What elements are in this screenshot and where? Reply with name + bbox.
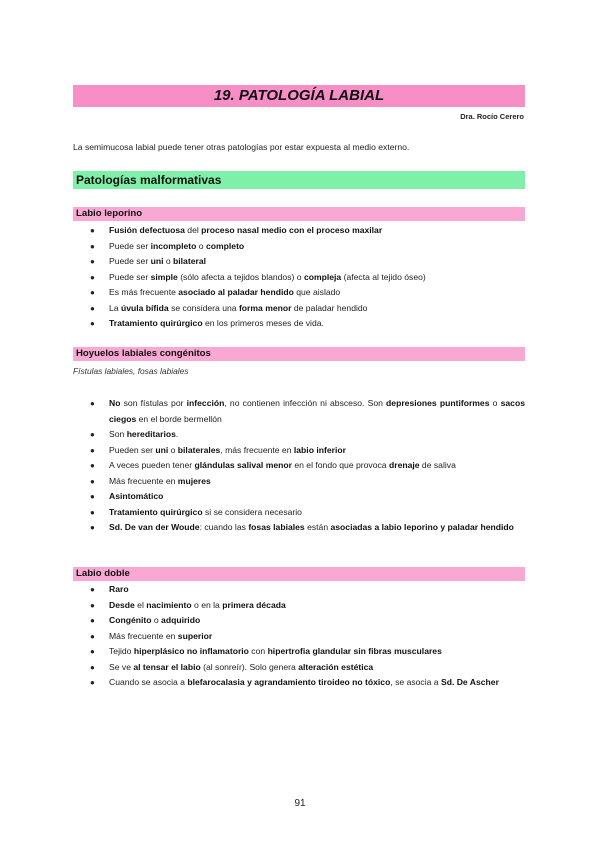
bold-text: compleja: [303, 271, 342, 282]
text-run: Pueden ser: [109, 444, 156, 455]
bold-text: al tensar el labio: [133, 661, 201, 672]
subsection-bar-hoyuelos: [73, 347, 525, 361]
text-run: Más frecuente en: [109, 475, 178, 486]
text-run: en los primeros meses de vida.: [202, 318, 324, 328]
text-run: A veces pueden tener: [109, 460, 195, 470]
list-item: [73, 239, 525, 255]
text-run: si se considera necesario: [202, 506, 302, 517]
section-heading-bar: [73, 171, 525, 189]
list-item: [73, 505, 525, 521]
bold-text: labio inferior: [293, 444, 346, 455]
text-run: .: [175, 429, 179, 439]
text-run: o: [489, 398, 501, 408]
bold-text: asociado al paladar hendido: [178, 287, 294, 297]
text-run: están: [304, 522, 331, 532]
bold-text: fosas labiales: [248, 522, 305, 532]
bold-text: infección: [186, 398, 225, 408]
text-run: en el fondo que provoca: [291, 460, 389, 470]
bullet-icon: ●: [90, 461, 95, 470]
bullet-icon: ●: [90, 662, 95, 672]
chapter-title: 19. PATOLOGÍA LABIAL: [213, 87, 385, 104]
intro-paragraph: La semimucosa labial puede tener otras patologías por estar expuesta al medio externo.: [73, 142, 410, 152]
subsection-title-labio-doble: Labio doble: [76, 568, 130, 579]
author-name: Dra. Rocío Cerero: [460, 112, 524, 121]
text-run: o: [151, 615, 162, 625]
text-run: con: [248, 646, 268, 656]
text-run: que aislado: [293, 287, 341, 297]
page-number: 91: [294, 798, 306, 809]
bullet-icon: ●: [90, 585, 95, 594]
bold-text: No: [109, 398, 121, 408]
bullet-icon: ●: [90, 430, 95, 439]
text-run: (afecta al tejido óseo): [341, 271, 426, 282]
bold-text: nacimiento: [146, 599, 192, 610]
bold-text: Fusión defectuosa: [109, 225, 185, 235]
list-item: [73, 458, 525, 474]
subsection-bar-labio-leporino: [73, 207, 525, 221]
bold-text: hiperplásico no inflamatorio: [133, 646, 249, 656]
subsection-title-labio-leporino: Labio leporino: [76, 208, 143, 219]
bold-text: proceso nasal medio con el proceso maxilar: [201, 225, 383, 235]
list-item: [73, 675, 525, 691]
text-run: , se asocia a: [390, 677, 441, 687]
bullet-icon: ●: [90, 257, 95, 266]
bullet-icon: ●: [90, 241, 95, 251]
text-run: o: [196, 240, 206, 251]
bullet-icon: ●: [90, 288, 95, 297]
list-item: [73, 660, 525, 676]
chapter-title-bar: [73, 85, 525, 107]
bold-text: uni: [155, 444, 169, 455]
text-run: (al sonreír). Solo genera: [200, 661, 299, 672]
bold-text: mujeres: [177, 475, 211, 486]
bold-text: Tratamiento quirúrgico: [109, 506, 203, 517]
list-item: [73, 270, 525, 286]
bold-text: Congénito: [109, 615, 152, 625]
text-run: (sólo afecta a tejidos blandos) o: [177, 271, 304, 282]
text-run: se considera una: [168, 302, 239, 313]
bullet-icon: ●: [90, 631, 95, 641]
bold-text: uni: [150, 256, 164, 266]
bold-text: Asintomático: [109, 491, 164, 501]
text-run: Son: [109, 429, 127, 439]
bold-text: Desde: [109, 599, 135, 610]
text-run: o: [168, 444, 178, 455]
list-item: [73, 489, 525, 505]
text-run: o: [163, 256, 174, 266]
list-labio-doble: [73, 582, 525, 691]
bold-text: alteración estética: [298, 661, 374, 672]
text-run: Se ve: [109, 661, 134, 672]
bold-text: bilaterales: [177, 444, 221, 455]
text-run: o en la: [191, 599, 223, 610]
bold-text: Tratamiento quirúrgico: [109, 318, 203, 328]
bold-text: adquirido: [161, 615, 201, 625]
list-item: [73, 582, 525, 598]
text-run: Cuando se asocia a: [109, 677, 188, 687]
bullet-icon: ●: [90, 319, 95, 328]
bold-text: Sd. De Ascher: [440, 677, 499, 687]
list-item: [73, 629, 525, 645]
list-hoyuelos: [73, 396, 525, 536]
bold-text: glándulas salival menor: [194, 460, 292, 470]
section-heading: Patologías malformativas: [76, 173, 222, 187]
bold-text: Raro: [109, 584, 129, 594]
list-item: [73, 474, 525, 490]
bullet-icon: ●: [90, 523, 95, 532]
list-item: [73, 285, 525, 301]
bold-text: hereditarios: [126, 429, 176, 439]
bullet-icon: ●: [90, 445, 95, 455]
list-item: [73, 644, 525, 660]
bold-text: úvula bífida: [120, 302, 169, 313]
bold-text: forma menor: [238, 302, 292, 313]
bold-text: Sd. De van der Woude: [109, 522, 200, 532]
bold-text: drenaje: [388, 460, 420, 470]
bold-text: superior: [177, 630, 213, 641]
bullet-icon: ●: [90, 647, 95, 656]
bold-text: sacos ciegos: [109, 398, 525, 424]
list-item: [73, 396, 525, 427]
bold-text: bilateral: [173, 256, 206, 266]
text-run: en el borde bermellón: [136, 413, 222, 424]
text-run: , más frecuente en: [220, 444, 294, 455]
list-item: [73, 316, 525, 332]
text-run: La: [109, 302, 121, 313]
text-run: del: [184, 225, 202, 235]
bold-text: completo: [205, 240, 245, 251]
text-run: el: [134, 599, 147, 610]
bullet-icon: ●: [90, 678, 95, 687]
list-item: [73, 301, 525, 317]
text-run: : cuando las: [199, 522, 249, 532]
bold-text: asociadas a labio leporino y paladar hendido: [330, 522, 514, 532]
bullet-icon: ●: [90, 492, 95, 501]
bullet-icon: ●: [90, 476, 95, 486]
bullet-icon: ●: [90, 303, 95, 313]
text-run: de saliva: [419, 460, 456, 470]
list-item: [73, 254, 525, 270]
bold-text: blefarocalasia y agrandamiento tiroideo no tóxico: [187, 677, 391, 687]
subsection-bar-labio-doble: [73, 567, 525, 581]
list-item: [73, 427, 525, 443]
list-item: [73, 443, 525, 459]
subsection-title-hoyuelos: Hoyuelos labiales congénitos: [76, 348, 211, 359]
list-labio-leporino: [73, 223, 525, 332]
bold-text: primera década: [222, 599, 286, 610]
list-item: [73, 598, 525, 614]
text-run: , no contienen infección ni absceso. Son: [224, 398, 387, 408]
bold-text: depresiones puntiformes: [386, 398, 490, 408]
bullet-icon: ●: [90, 600, 95, 610]
text-run: Puede ser: [109, 271, 151, 282]
bold-text: hipertrofia glandular sin fibras musculares: [267, 646, 442, 656]
text-run: Puede ser: [109, 240, 151, 251]
text-run: Tejido: [109, 646, 134, 656]
bullet-icon: ●: [90, 507, 95, 517]
bullet-icon: ●: [90, 272, 95, 282]
list-item: [73, 613, 525, 629]
text-run: Es más frecuente: [109, 287, 179, 297]
text-run: Puede ser: [109, 256, 151, 266]
bullet-icon: ●: [90, 399, 95, 408]
bullet-icon: ●: [90, 226, 95, 235]
text-run: Más frecuente en: [109, 630, 178, 641]
subsection-note-hoyuelos: Fístulas labiales, fosas labiales: [73, 366, 189, 376]
bullet-icon: ●: [90, 616, 95, 625]
text-run: son fístulas por: [120, 398, 187, 408]
bold-text: simple: [150, 271, 178, 282]
text-run: de paladar hendido: [291, 302, 368, 313]
bold-text: incompleto: [150, 240, 197, 251]
list-item: [73, 223, 525, 239]
list-item: [73, 520, 525, 536]
